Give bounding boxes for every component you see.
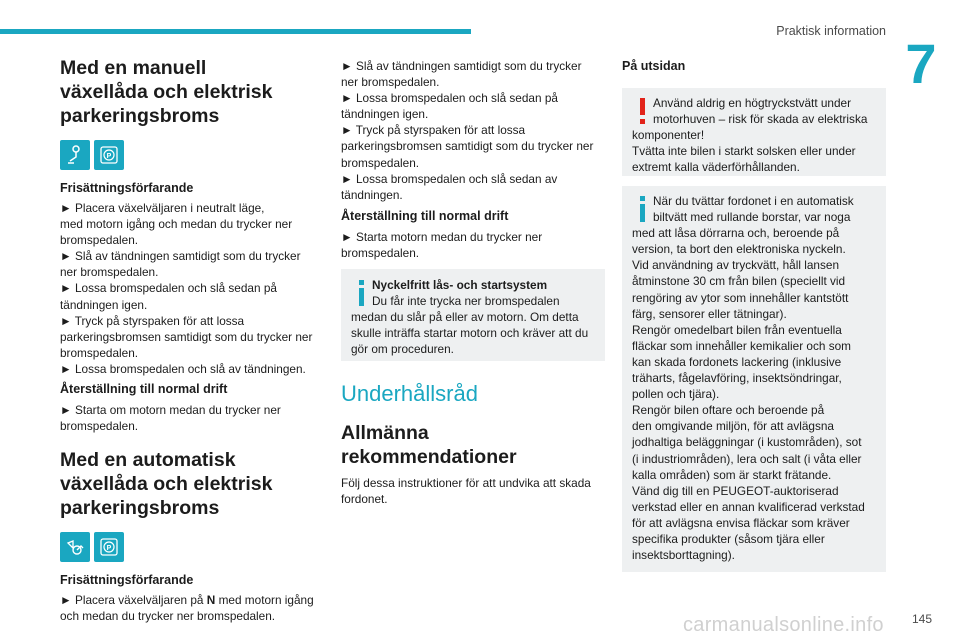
info-icon: [634, 196, 652, 224]
column-2: [341, 58, 605, 507]
automatic-release-title: Frisättningsförfarande: [60, 573, 194, 588]
warning-icon: [634, 98, 652, 126]
chapter-number: 7: [905, 32, 937, 95]
manual-reset-steps: ► Starta om motorn medan du trycker ner bromspedalen.: [60, 403, 281, 434]
parking-brake-icon: [94, 532, 124, 562]
automatic-gear-icon: [60, 532, 90, 562]
car-wash-info-box: När du tvättar fordonet i en automatisk biltvätt med rullande borstar, var noga med att låsa dörrarna och, beroende på version, ta bort den elektroniska nyckeln. Vid användning av tryckvätt, håll lansen åtminstone 30 cm från bilen (speciellt vid rengöring av ytor som innehåller kantstött färg, sensorer eller tätningar). Rengör omedelbart bilen från eventuella fläckar som innehåller kemikalier och som kan skada fordonets lackering (inklusive träharts, fågelavföring, insektsöndringar, pollen och tjära). Rengör bilen oftare och beroende på den omgivande miljön, för att avlägsna jodhaltiga beläggningar (i kustområden), sot (i industriområden), lera och salt (i våta eller kalla områden) som är starkt frätande. Vänd dig till en PEUGEOT-auktoriserad verkstad eller en annan kvalificerad verkstad för att avlägsna envisa fläckar som kräver specifika produkter (såsom tjära eller insektsborttagning).: [622, 186, 886, 572]
info-icon: [353, 280, 371, 308]
warning-box: Använd aldrig en högtryckstvätt under motorhuven – risk för skada av elektriska komponenter! Tvätta inte bilen i starkt solsken eller under extremt kalla väderförhållanden.: [622, 88, 886, 176]
automatic-heading: Med en automatisk växellåda och elektrisk parkeringsbroms: [60, 449, 273, 520]
column-1: [60, 56, 326, 624]
manual-icons: [60, 140, 326, 170]
automatic-icons: [60, 532, 326, 562]
automatic-reset-title: Återställning till normal drift: [341, 208, 509, 223]
maintenance-section-title: Underhållsråd: [341, 381, 478, 407]
gear-lever-icon: [60, 140, 90, 170]
manual-release-steps: ► Placera växelväljaren i neutralt läge, med motorn igång och medan du trycker ner bromspedalen. ► Slå av tändningen samtidigt som du trycker ner bromspedalen. ► Lossa bromspedalen och slå sedan på tändningen igen. ► Tryck på styrspaken för att lossa parkeringsbromsen samtidigt som du trycker ner bromspedalen. ► Lossa bromspedalen och slå av tändningen.: [60, 201, 313, 376]
page-number: 145: [911, 612, 932, 626]
automatic-release-steps: ► Placera växelväljaren på N med motorn igång och medan du trycker ner bromspedalen.: [60, 593, 314, 624]
outside-title: På utsidan: [622, 59, 686, 73]
chapter-title: Praktisk information: [776, 24, 886, 38]
column-3: [622, 58, 886, 572]
manual-reset-title: Återställning till normal drift: [60, 382, 228, 397]
keyless-info-box: Nyckelfritt lås- och startsystem Du får inte trycka ner bromspedalen medan du slår på eller av motorn. Om detta skulle inträffa startar motorn och kräver att du gör om proceduren.: [341, 269, 605, 361]
manual-release-title: Frisättningsförfarande: [60, 181, 194, 195]
parking-brake-icon: [94, 140, 124, 170]
header-accent-bar: [0, 29, 471, 34]
svg-text:P: P: [106, 545, 112, 553]
maintenance-intro: Följ dessa instruktioner för att undvika att skada fordonet.: [341, 476, 591, 507]
automatic-reset-steps: ► Starta motorn medan du trycker ner bromspedalen.: [341, 229, 543, 260]
maintenance-heading: Allmänna rekommendationer: [341, 422, 517, 469]
watermark: carmanualsonline.info: [683, 614, 884, 636]
svg-text:P: P: [106, 153, 112, 160]
automatic-continued-steps: ► Slå av tändningen samtidigt som du trycker ner bromspedalen. ► Lossa bromspedalen och slå sedan på tändningen igen. ► Tryck på styrspaken för att lossa parkeringsbromsen samtidigt som du trycker ner bromspedalen. ► Lossa bromspedalen och slå sedan av tändningen.: [341, 59, 594, 202]
manual-heading: Med en manuell växellåda och elektrisk parkeringsbroms: [60, 57, 273, 127]
